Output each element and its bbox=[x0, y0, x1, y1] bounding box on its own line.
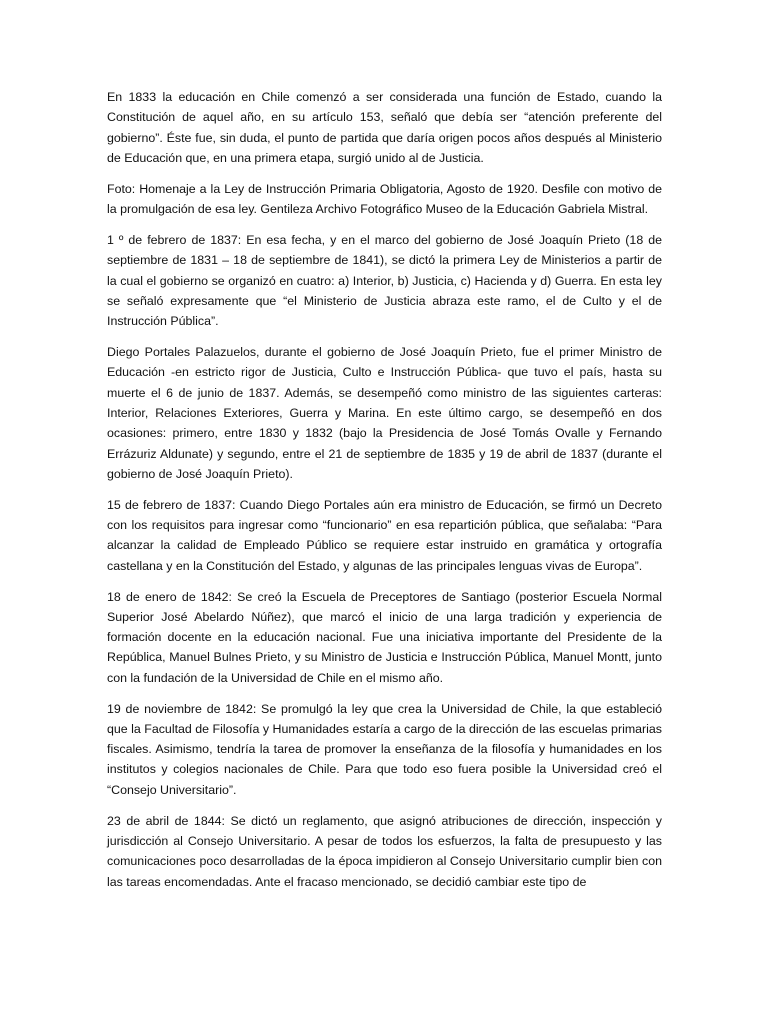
document-page bbox=[107, 87, 662, 902]
paragraph-1837-decreto: 15 de febrero de 1837: Cuando Diego Portales aún era ministro de Educación, se firmó un Decreto con los requisitos para ingresar como “funcionario” en esa repartición pública, que señalaba: “Para alcanzar la calidad de Empleado Público se requiere estar instruido en gramática y ortografía castellana y en la Constitución del Estado, y algunas de las principales lenguas vivas de Europa”. bbox=[107, 497, 662, 573]
paragraph-1842-universidad-chile: 19 de noviembre de 1842: Se promulgó la ley que crea la Universidad de Chile, la que estableció que la Facultad de Filosofía y Humanidades estaría a cargo de la dirección de las escuelas primarias fiscales. Asimismo, tendría la tarea de promover la enseñanza de la filosofía y humanidades en los institutos y colegios nacionales de Chile. Para que todo eso fuera posible la Universidad creó el “Consejo Universitario”. bbox=[107, 701, 662, 797]
paragraph-photo-caption: Foto: Homenaje a la Ley de Instrucción Primaria Obligatoria, Agosto de 1920. Desfile con motivo de la promulgación de esa ley. Gentileza Archivo Fotográfico Museo de la Educación Gabriela Mistral. bbox=[107, 181, 662, 217]
paragraph-1842-escuela-preceptores: 18 de enero de 1842: Se creó la Escuela de Preceptores de Santiago (posterior Escuela Normal Superior José Abelardo Núñez), que marcó el inicio de una larga tradición y experiencia de formación docente en la educación nacional. Fue una iniciativa importante del Presidente de la República, Manuel Bulnes Prieto, y su Ministro de Justicia e Instrucción Pública, Manuel Montt, junto con la fundación de la Universidad de Chile en el mismo año. bbox=[107, 589, 662, 685]
paragraph-intro: En 1833 la educación en Chile comenzó a ser considerada una función de Estado, cuando la Constitución de aquel año, en su artículo 153, señaló que debía ser “atención preferente del gobierno”. Éste fue, sin duda, el punto de partida que daría origen pocos años después al Ministerio de Educación que, en una primera etapa, surgió unido al de Justicia. bbox=[107, 90, 662, 165]
paragraph-1844-reglamento: 23 de abril de 1844: Se dictó un reglamento, que asignó atribuciones de dirección, inspección y jurisdicción al Consejo Universitario. A pesar de todos los esfuerzos, la falta de presupuesto y las comunicaciones poco desarrolladas de la época impidieron al Consejo Universitario cumplir bien con las tareas encomendadas. Ante el fracaso mencionado, se decidió cambiar este tipo de bbox=[107, 813, 662, 889]
paragraph-1837-ley-ministerios: 1 º de febrero de 1837: En esa fecha, y en el marco del gobierno de José Joaquín Prieto (18 de septiembre de 1831 – 18 de septiembre de 1841), se dictó la primera Ley de Ministerios a partir de la cual el gobierno se organizó en cuatro: a) Interior, b) Justicia, c) Hacienda y d) Guerra. En esta ley se señaló expresamente que “el Ministerio de Justicia abraza este ramo, el de Culto y el de Instrucción Pública”. bbox=[107, 232, 662, 329]
paragraph-diego-portales: Diego Portales Palazuelos, durante el gobierno de José Joaquín Prieto, fue el primer Ministro de Educación -en estricto rigor de Justicia, Culto e Instrucción Pública- que tuvo el país, hasta su muerte el 6 de junio de 1837. Además, se desempeñó como ministro de las siguientes carteras: Interior, Relaciones Exteriores, Guerra y Marina. En este último cargo, se desempeñó en dos ocasiones: primero, entre 1830 y 1832 (bajo la Presidencia de José Tomás Ovalle y Fernando Errázuriz Aldunate) y segundo, entre el 21 de septiembre de 1835 y 19 de abril de 1837 (durante el gobierno de José Joaquín Prieto). bbox=[107, 345, 662, 481]
